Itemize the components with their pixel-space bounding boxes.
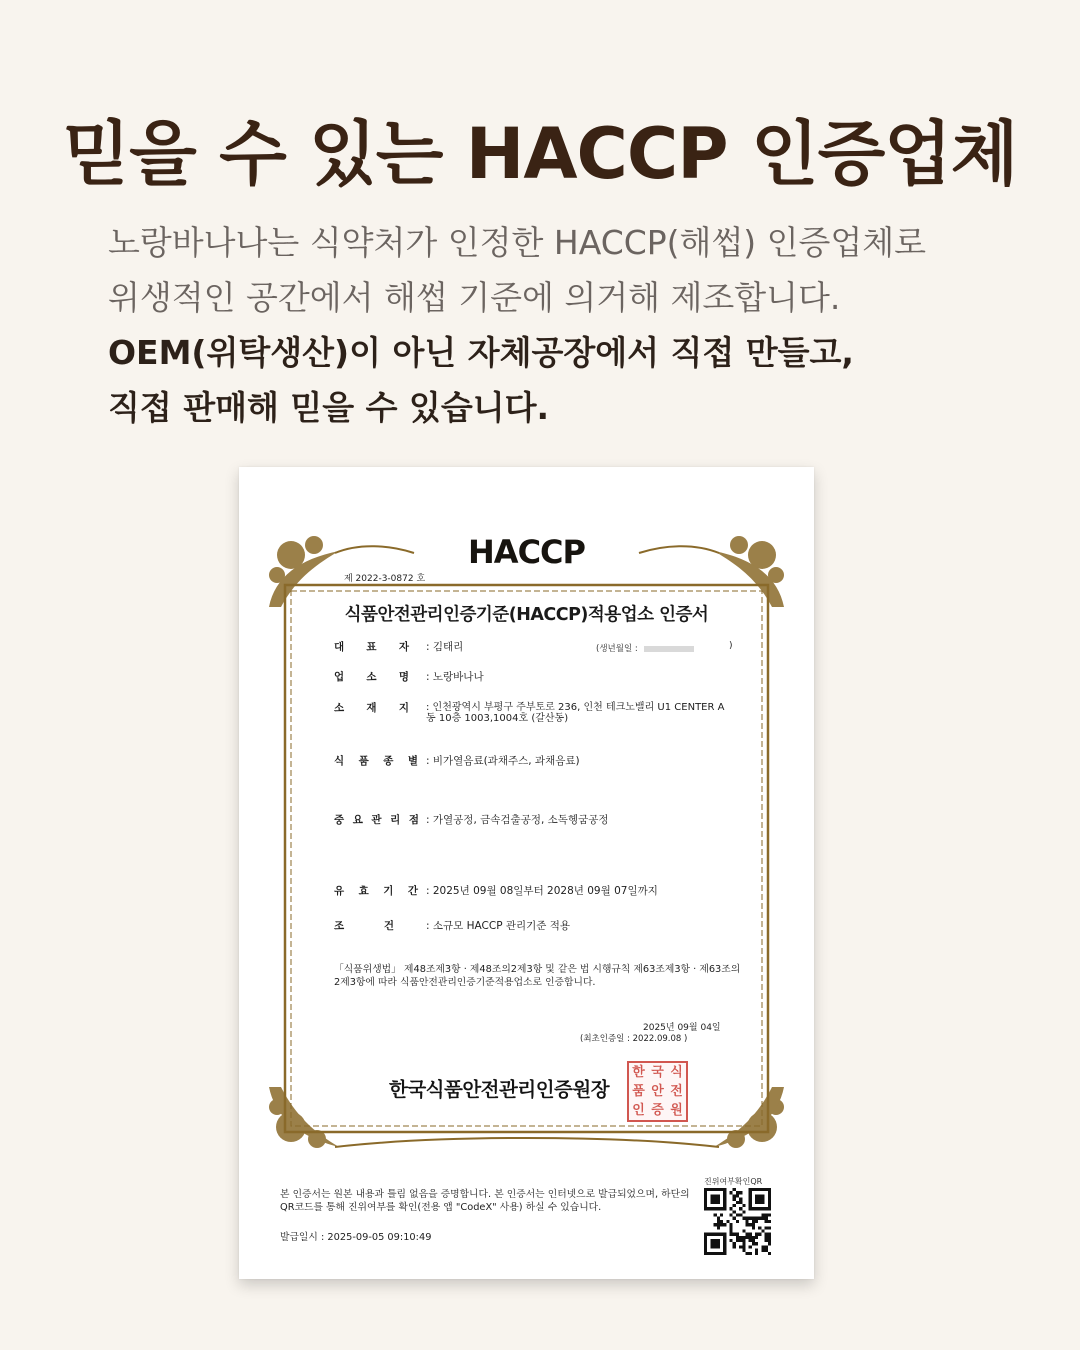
field-label: 조 건 (334, 920, 394, 932)
page-headline: 믿을 수 있는 HACCP 인증업체 (62, 113, 1018, 195)
field-label: 업 소 명 (334, 671, 409, 683)
field-label: 대 표 자 (334, 641, 409, 653)
qr-code-icon (704, 1188, 771, 1255)
field-label: 식 품 종 별 (334, 755, 418, 767)
intro-text (108, 215, 1008, 435)
seal-char: 원 (670, 1103, 683, 1118)
haccp-certificate-image (239, 467, 814, 1279)
field-label: 유 효 기 간 (334, 885, 418, 897)
intro-line-1: 노랑바나나는 식약처가 인정한 HACCP(해썹) 인증업체로 (108, 223, 927, 262)
redacted-value (644, 646, 694, 652)
seal-char: 증 (651, 1103, 664, 1118)
intro-line-2: 위생적인 공간에서 해썹 기준에 의거해 제조합니다. (108, 278, 841, 317)
birth-date (596, 642, 694, 654)
birth-date-close: ) (729, 641, 733, 651)
field-value: : 김태리 (426, 641, 464, 653)
issued-at: 발급일시 : 2025-09-05 09:10:49 (280, 1232, 432, 1243)
certificate-title: 식품안전관리인증기준(HACCP)적용업소 인증서 (344, 605, 709, 625)
corner-flourish-bottom-right (714, 1087, 784, 1148)
official-seal-stamp (627, 1061, 688, 1122)
intro-line-3: OEM(위탁생산)이 아닌 자체공장에서 직접 만들고, (108, 333, 854, 372)
field-value: : 비가열음료(과채주스, 과채음료) (426, 755, 580, 767)
corner-flourish-bottom-left (269, 1087, 339, 1148)
birth-date-label: (생년월일 : (596, 644, 638, 654)
seal-char: 전 (670, 1084, 683, 1099)
field-value: : 2025년 09월 08일부터 2028년 09월 07일까지 (426, 885, 658, 897)
haccp-logo: HACCP (468, 533, 585, 571)
field-value: : 가열공정, 금속검출공정, 소독헹굼공정 (426, 814, 609, 826)
field-label: 소 재 지 (334, 702, 409, 714)
ornamental-frame (239, 467, 814, 1279)
certificate-number: 제 2022-3-0872 호 (344, 574, 426, 584)
field-value: : 노랑바나나 (426, 671, 484, 683)
seal-char: 식 (670, 1065, 683, 1080)
seal-char: 인 (632, 1103, 645, 1118)
field-label: 중 요 관 리 점 (334, 814, 419, 826)
intro-line-4: 직접 판매해 믿을 수 있습니다. (108, 388, 550, 427)
seal-char: 안 (651, 1084, 664, 1099)
seal-char: 한 (632, 1065, 645, 1080)
field-value: : 인천광역시 부평구 주부토로 236, 인천 테크노밸리 U1 CENTER A동 10층 1003,1004호 (갈산동) (426, 702, 725, 724)
seal-char: 품 (632, 1084, 645, 1099)
issue-date: 2025년 09월 04일 (643, 1023, 721, 1033)
first-certification-date: (최초인증일 : 2022.09.08 ) (580, 1034, 688, 1044)
qr-label: 진위여부확인QR (704, 1177, 763, 1186)
seal-char: 국 (651, 1065, 664, 1080)
issuer-name: 한국식품안전관리인증원장 (389, 1078, 610, 1101)
field-value: : 소규모 HACCP 관리기준 적용 (426, 920, 571, 932)
declaration-text: 「식품위생법」 제48조제3항 · 제48조의2제3항 및 같은 법 시행규칙 제63조제3항 · 제63조의2제3항에 따라 식품안전관리인증기준적용업소로 인증합니다. (334, 964, 741, 988)
verification-note: 본 인증서는 원본 내용과 틀림 없음을 증명합니다. 본 인증서는 인터넷으로 발급되었으며, 하단의 QR코드를 통해 진위여부를 확인(전용 앱 "CodeX" 사용) 하실 수 있습니다. (280, 1189, 690, 1213)
